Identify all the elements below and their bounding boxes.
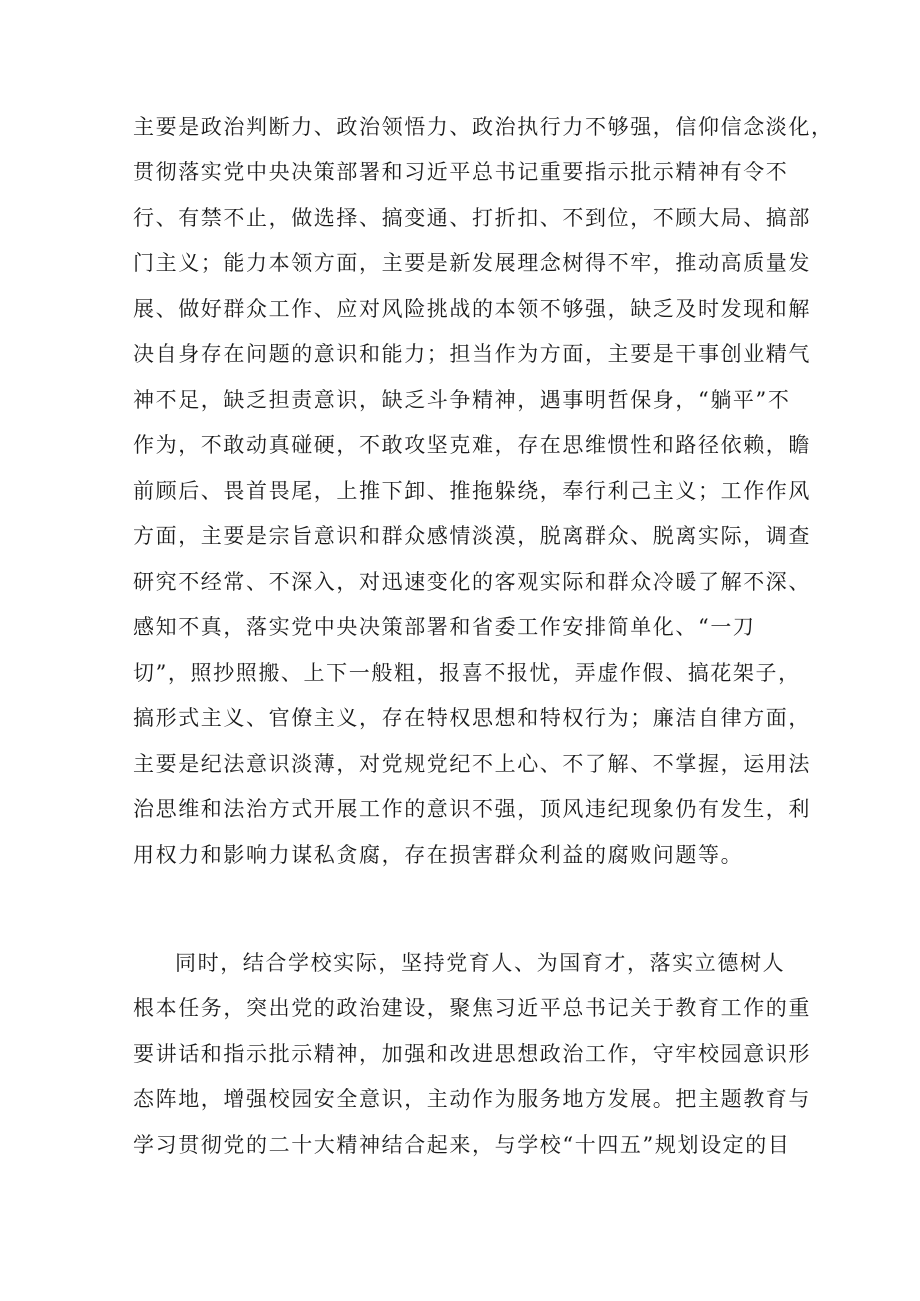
paragraph-1-line-2: 贯彻落实党中央决策部署和习近平总书记重要指示批示精神有令不 xyxy=(133,160,789,184)
paragraph-1-line-16: 治思维和法治方式开展工作的意识不强，顶风违纪现象仍有发生，利 xyxy=(133,797,811,821)
paragraph-2-line-2: 根本任务，突出党的政治建设，聚焦习近平总书记关于教育工作的重 xyxy=(133,996,811,1020)
paragraph-1-line-17: 用权力和影响力谋私贪腐，存在损害群众利益的腐败问题等。 xyxy=(133,843,744,867)
paragraph-1-line-12: 感知不真，落实党中央决策部署和省委工作安排简单化、“一刀 xyxy=(133,615,756,639)
paragraph-1-line-8: 作为，不敢动真碰硬，不敢攻坚克难，存在思维惯性和路径依赖，瞻 xyxy=(133,433,811,457)
paragraph-1-line-9: 前顾后、畏首畏尾，上推下卸、推拖躲绕，奉行利己主义；工作作风 xyxy=(133,479,811,503)
paragraph-1-line-3: 行、有禁不止，做选择、搞变通、打折扣、不到位，不顾大局、搞部 xyxy=(133,206,811,230)
paragraph-1-line-7: 神不足，缺乏担责意识，缺乏斗争精神，遇事明哲保身，“躺平”不 xyxy=(133,388,791,412)
paragraph-1-line-5: 展、做好群众工作、应对风险挑战的本领不够强，缺乏及时发现和解 xyxy=(133,297,811,321)
paragraph-1-line-6: 决自身存在问题的意识和能力；担当作为方面，主要是干事创业精气 xyxy=(133,342,811,366)
paragraph-1-line-11: 研究不经常、不深入，对迅速变化的客观实际和群众冷暖了解不深、 xyxy=(133,570,811,594)
paragraph-1-line-15: 主要是纪法意识淡薄，对党规党纪不上心、不了解、不掌握，运用法 xyxy=(133,752,811,776)
paragraph-2-line-5: 学习贯彻党的二十大精神结合起来，与学校“十四五”规划设定的目 xyxy=(133,1133,791,1157)
paragraph-1-line-4: 门主义；能力本领方面，主要是新发展理念树得不牢，推动高质量发 xyxy=(133,251,811,275)
paragraph-1-line-10: 方面，主要是宗旨意识和群众感情淡漠，脱离群众、脱离实际，调查 xyxy=(133,524,811,548)
paragraph-1-line-14: 搞形式主义、官僚主义，存在特权思想和特权行为；廉洁自律方面， xyxy=(133,706,811,730)
paragraph-2-line-3: 要讲话和指示批示精神，加强和改进思想政治工作，守牢校园意识形 xyxy=(133,1042,811,1066)
paragraph-2-line-1: 同时，结合学校实际，坚持党育人、为国育才，落实立德树人 xyxy=(175,951,786,975)
paragraph-1-line-13: 切”，照抄照搬、上下一般粗，报喜不报忧，弄虚作假、搞花架子， xyxy=(133,661,801,685)
paragraph-1-line-1: 主要是政治判断力、政治领悟力、政治执行力不够强，信仰信念淡化， xyxy=(133,115,834,139)
paragraph-2-line-4: 态阵地，增强校园安全意识，主动作为服务地方发展。把主题教育与 xyxy=(133,1087,811,1111)
